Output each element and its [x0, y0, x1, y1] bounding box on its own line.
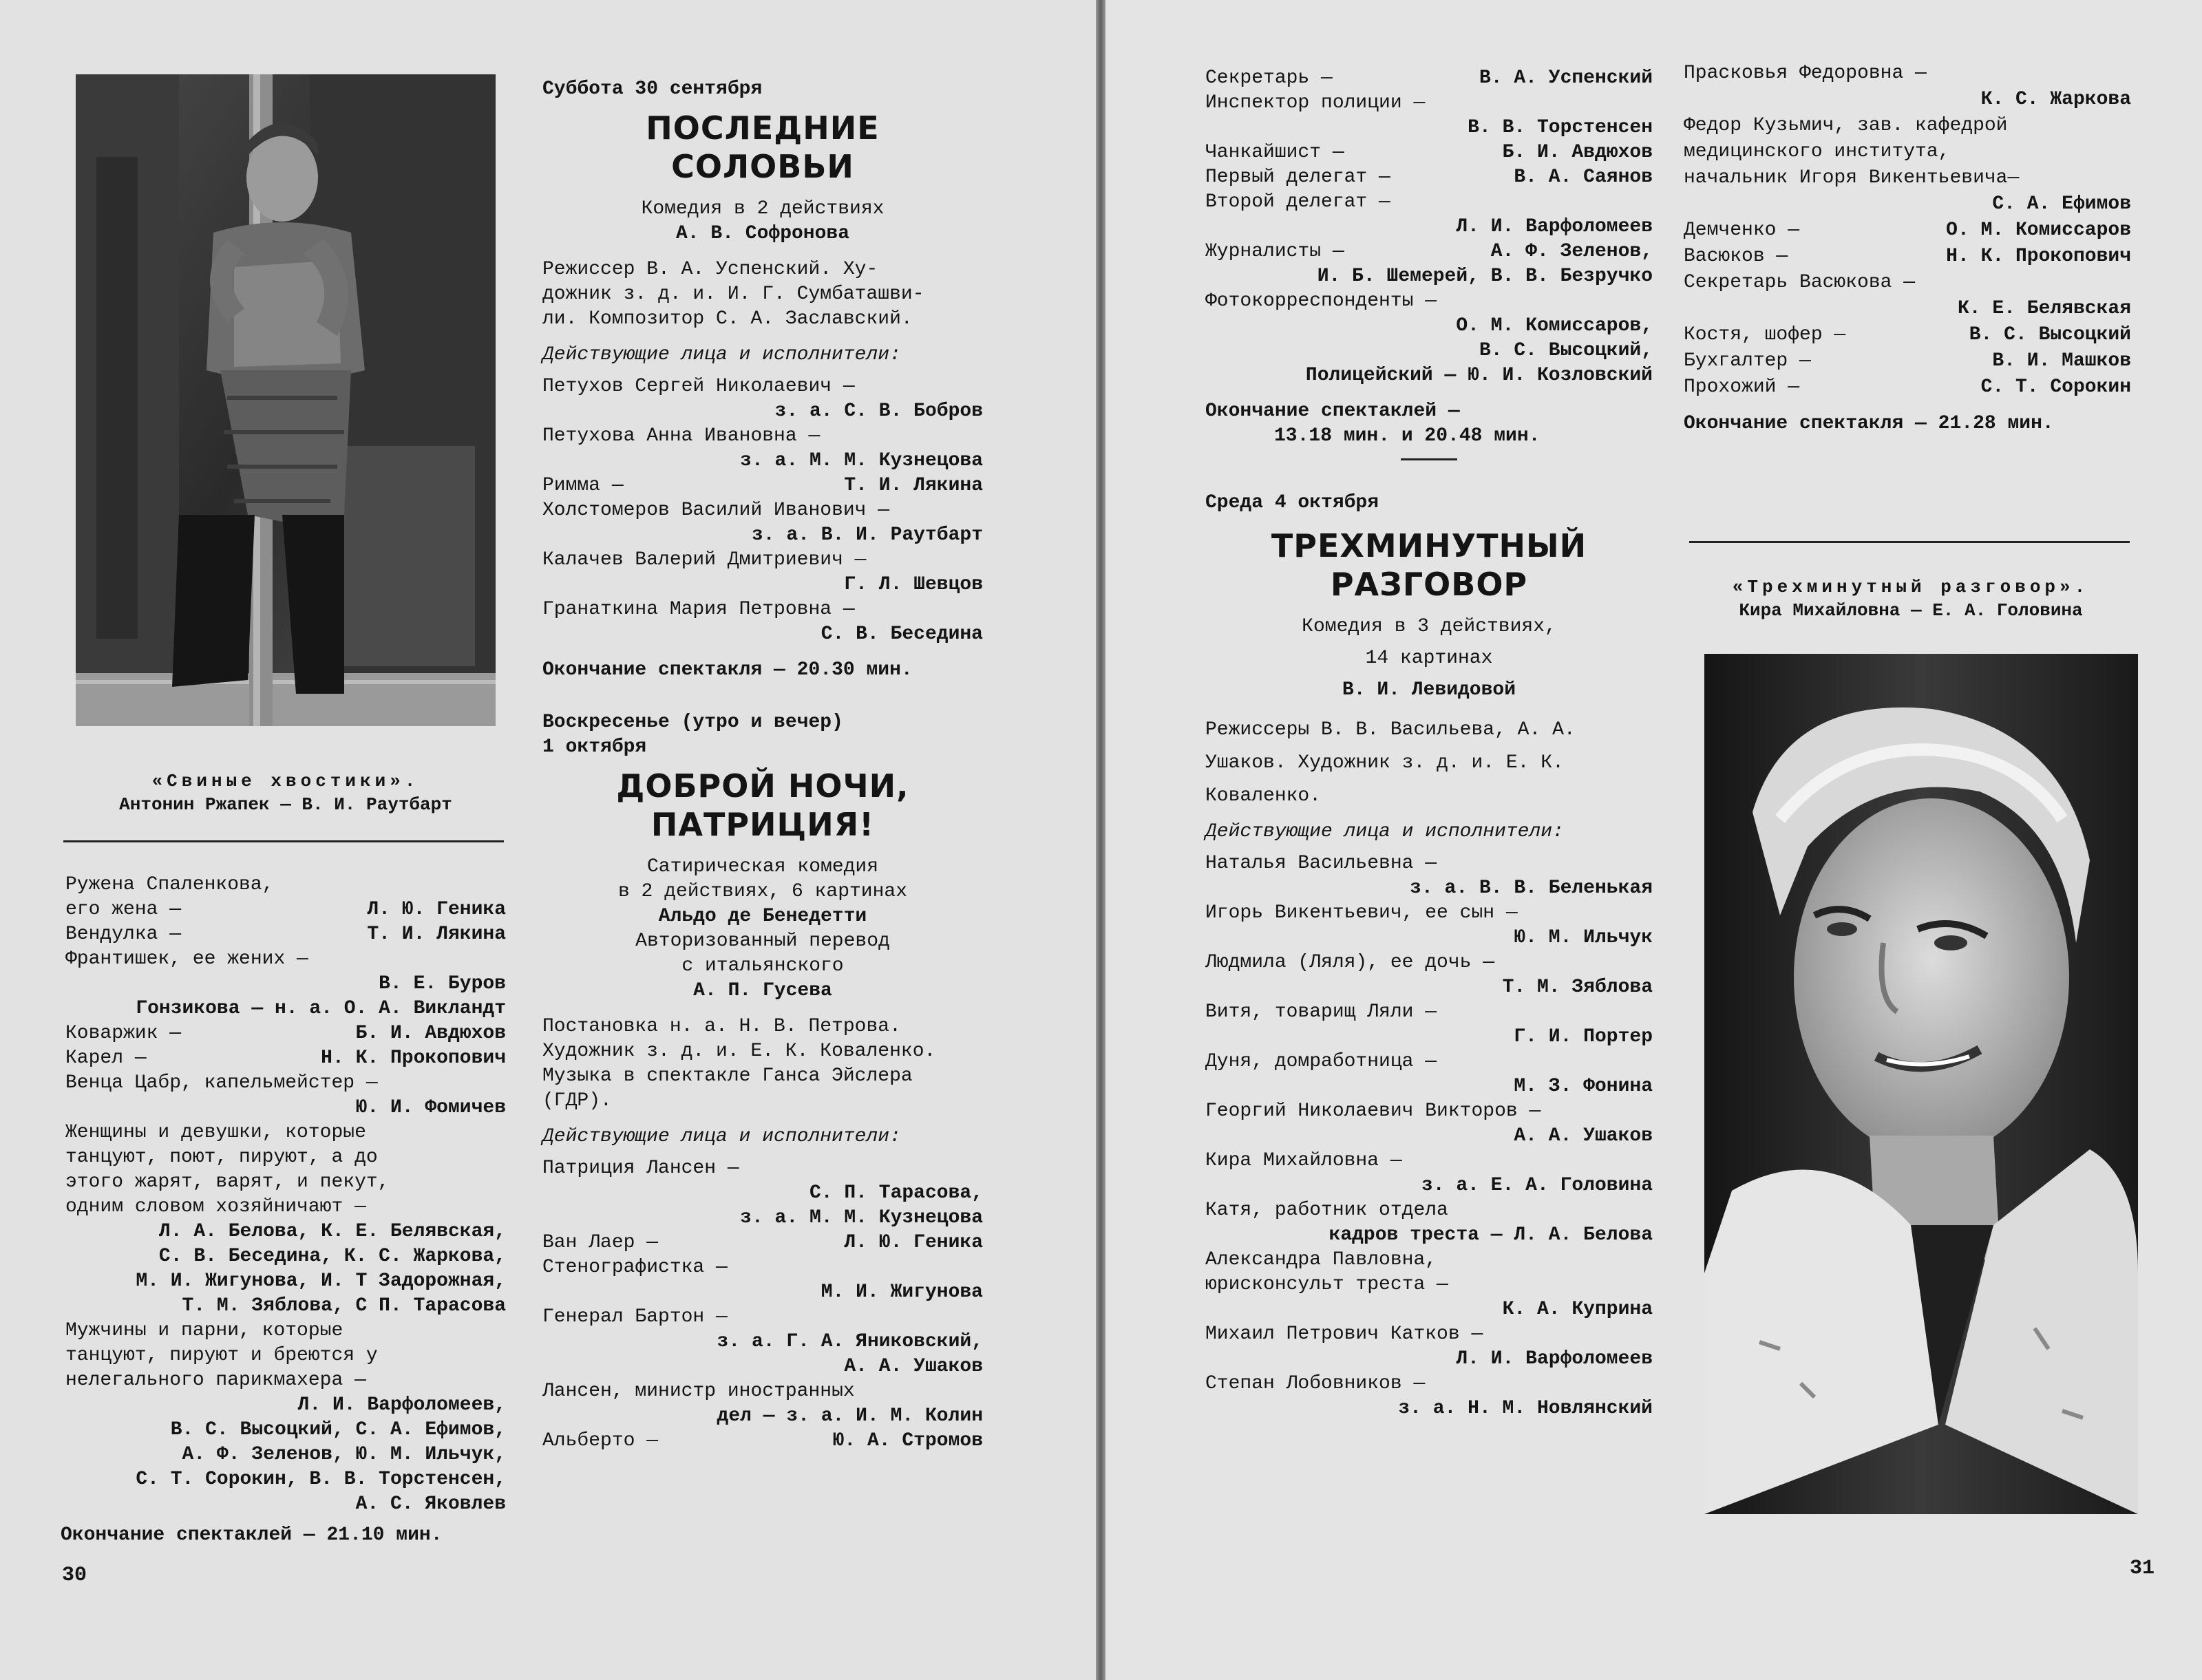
left-cast-role: Венца Цабр, капельмейстер — — [65, 1072, 378, 1094]
show3-cast-role: Степан Лобовников — — [1205, 1373, 1426, 1394]
show1-date: Суббота 30 сентября — [542, 78, 763, 100]
show3-credit-line: Коваленко. — [1205, 785, 1322, 807]
show3-cast-row — [1205, 950, 1653, 975]
right-cast-role: Первый делегат — — [1205, 167, 1390, 188]
right-cast-performer: И. Б. Шемерей, В. В. Безручко — [1317, 266, 1653, 287]
show3-cast-role: юрисконсульт треста — — [1205, 1274, 1448, 1295]
end-prev-line1: Окончание спектаклей — — [1205, 401, 1460, 422]
col4-cast-row — [1684, 165, 2131, 191]
show2-cast-row — [542, 1354, 983, 1379]
right-cast-continued — [1205, 66, 1653, 388]
show1-cast-row — [542, 399, 983, 424]
show3-cast-role: Катя, работник отдела — [1205, 1200, 1448, 1221]
left-cast-row — [65, 1343, 506, 1368]
show1-credit-line: ли. Композитор С. А. Заславский. — [542, 308, 913, 330]
book-gutter — [1096, 0, 1105, 1680]
show3-cast-performer: Л. И. Варфоломеев — [1456, 1348, 1653, 1370]
show1-cast-row — [542, 449, 983, 474]
show3-cast-row — [1205, 1347, 1653, 1372]
left-cast-row — [65, 1443, 506, 1467]
show1-cast-performer: з. а. В. И. Раутбарт — [751, 524, 983, 546]
left-cast-row — [65, 922, 506, 947]
show1-cast-row — [542, 374, 983, 399]
left-cast-role: Карел — — [65, 1048, 147, 1069]
left-cast-role: танцуют, поют, пируют, а до — [65, 1147, 378, 1168]
show3-cast-row — [1205, 926, 1653, 950]
show1-cast-performer: Т. И. Лякина — [844, 475, 983, 496]
left-photo-caption — [65, 769, 506, 816]
show1-cast-performer: Г. Л. Шевцов — [844, 574, 983, 595]
left-cast-row — [65, 1021, 506, 1046]
left-cast-role: его жена — — [65, 899, 182, 920]
show3-cast-row — [1205, 1025, 1653, 1050]
show3-cast-row — [1205, 1074, 1653, 1099]
show3-cast-performer: з. а. В. В. Беленькая — [1410, 878, 1653, 899]
col4-cast-row — [1684, 191, 2131, 217]
right-cast-row — [1205, 215, 1653, 240]
right-cast-row — [1205, 314, 1653, 339]
right-page — [1105, 0, 2202, 1680]
show2-cast-role: Генерал Бартон — — [542, 1306, 728, 1328]
left-caption-title: «Свиные хвостики». — [151, 771, 420, 791]
show3-cast-row — [1205, 876, 1653, 901]
col4-cast-role: Прохожий — — [1684, 376, 1800, 398]
show2-genre-line: в 2 действиях, 6 картинах — [617, 881, 908, 902]
left-cast-role: Гонзикова — н. а. О. А. Викландт — [136, 998, 506, 1019]
right-cast-performer: В. А. Саянов — [1514, 167, 1653, 188]
show3-credit-line: Режиссеры В. В. Васильева, А. А. — [1205, 719, 1576, 741]
right-cast-row — [1205, 116, 1653, 140]
right-cast-role: Фотокорреспонденты — — [1205, 290, 1437, 312]
right-cast-performer: А. Ф. Зеленов, — [1490, 241, 1653, 262]
left-cast-row — [65, 1269, 506, 1294]
left-cast-role: А. Ф. Зеленов, Ю. М. Ильчук, — [182, 1444, 506, 1465]
show3-credits — [1205, 714, 1653, 813]
left-cast-role: Вендулка — — [65, 924, 182, 945]
show2-genre-line: Альдо де Бенедетти — [658, 906, 867, 927]
show1-end: Окончание спектакля — 20.30 мин. — [542, 659, 913, 681]
col4-cast-role: Васюков — — [1684, 246, 1788, 267]
left-column-divider — [63, 840, 504, 842]
show1-title-line2: СОЛОВЬИ — [671, 148, 854, 185]
show1-cast-role: Петухова Анна Ивановна — — [542, 425, 821, 447]
left-cast-row — [65, 1195, 506, 1220]
show2-title-line1: ДОБРОЙ НОЧИ, — [616, 767, 909, 805]
show1-credit-line: дожник з. д. и. И. Г. Сумбаташви- — [542, 284, 924, 305]
show1-cast-row — [542, 573, 983, 597]
show2-cast-heading: Действующие лица и исполнители: — [542, 1126, 901, 1147]
show2-credit-line: Художник з. д. и. Е. К. Коваленко. — [542, 1041, 936, 1062]
show2-credits — [542, 1014, 983, 1114]
show2-cast-row — [542, 1156, 983, 1181]
right-cast-performer: О. М. Комиссаров, — [1456, 315, 1653, 337]
show1-cast-list — [542, 374, 983, 647]
left-cast-row — [65, 1492, 506, 1517]
show1-author: А. В. Софронова — [675, 223, 850, 244]
show1-cast-row — [542, 424, 983, 449]
left-cast-row — [65, 1294, 506, 1319]
left-cast-role: В. С. Высоцкий, С. А. Ефимов, — [170, 1419, 506, 1440]
col4-cast-role: Федор Кузьмич, зав. кафедрой — [1684, 115, 2008, 136]
left-cast-performer: Л. Ю. Геника — [367, 899, 506, 920]
show2-cast-performer: з. а. М. М. Кузнецова — [740, 1207, 983, 1229]
left-cast-role: С. Т. Сорокин, В. В. Торстенсен, — [136, 1469, 506, 1490]
left-cast-row — [65, 897, 506, 922]
show2-cast-list — [542, 1156, 983, 1454]
right-column-divider — [1689, 541, 2130, 543]
right-cast-performer: В. С. Высоцкий, — [1479, 340, 1653, 361]
left-cast-row — [65, 972, 506, 997]
left-cast-row — [65, 997, 506, 1021]
left-cast-role: Ружена Спаленкова, — [65, 874, 274, 895]
show2-cast-row — [542, 1330, 983, 1354]
show2-cast-performer: Л. Ю. Геника — [844, 1232, 983, 1253]
col4-cast-row — [1684, 374, 2131, 401]
left-cast-row — [65, 1418, 506, 1443]
show2-cast-role: Стенографистка — — [542, 1257, 728, 1278]
show1-cast-row — [542, 622, 983, 647]
left-cast-row — [65, 1319, 506, 1343]
show2-cast-performer: А. А. Ушаков — [844, 1356, 983, 1377]
show1-cast-performer: з. а. С. В. Бобров — [774, 401, 983, 422]
show2-cast-row — [542, 1206, 983, 1231]
left-caption-line2: Антонин Ржапек — В. И. Раутбарт — [119, 794, 452, 815]
left-page — [0, 0, 1096, 1680]
show3-cast-row — [1205, 1050, 1653, 1074]
show1-genre: Комедия в 2 действиях — [641, 198, 885, 220]
show2-date-line1: Воскресенье (утро и вечер) — [542, 712, 843, 733]
show3-cast-performer: з. а. Е. А. Головина — [1421, 1175, 1653, 1196]
show3-date: Среда 4 октября — [1205, 492, 1379, 513]
photo-svinye-hvostiki — [76, 74, 496, 726]
show1-cast-heading: Действующие лица и исполнители: — [542, 344, 901, 365]
show3-title-line2: РАЗГОВОР — [1330, 566, 1528, 603]
right-cast-row — [1205, 91, 1653, 116]
left-cast-row — [65, 1046, 506, 1071]
col4-cast-row — [1684, 348, 2131, 374]
left-cast-row — [65, 1145, 506, 1170]
left-cast-role: Женщины и девушки, которые — [65, 1122, 366, 1143]
show2-cast-row — [542, 1181, 983, 1206]
show3-credit-line: Ушаков. Художник з. д. и. Е. К. — [1205, 752, 1564, 774]
left-cast-row — [65, 1071, 506, 1096]
show2-cast-row — [542, 1379, 983, 1404]
show1-cast-role: Гранаткина Мария Петровна — — [542, 599, 855, 620]
right-cast-row — [1205, 66, 1653, 91]
show3-cast-row — [1205, 1372, 1653, 1396]
col4-cast-performer: К. С. Жаркова — [1980, 89, 2131, 110]
left-cast-performer: Н. К. Прокопович — [321, 1048, 506, 1069]
end-prev-line2: 13.18 мин. и 20.48 мин. — [1274, 425, 1541, 447]
show2-title-line2: ПАТРИЦИЯ! — [650, 806, 875, 843]
col4-cast-role: начальник Игоря Викентьевича— — [1684, 167, 2020, 189]
show3-cast-row — [1205, 1248, 1653, 1273]
col4-cast-row — [1684, 296, 2131, 322]
right-cast-row — [1205, 289, 1653, 314]
right-photo-caption — [1684, 575, 2138, 622]
show2-cast-performer: з. а. Г. А. Яниковский, — [717, 1331, 983, 1352]
short-divider — [1401, 458, 1457, 460]
left-cast-performer: В. Е. Буров — [379, 973, 506, 995]
show3-cast-performer: Г. И. Портер — [1514, 1026, 1653, 1048]
right-caption-line2: Кира Михайловна — Е. А. Головина — [1739, 600, 2083, 621]
show1-credit-line: Режиссер В. А. Успенский. Ху- — [542, 259, 878, 280]
right-cast-role: Секретарь — — [1205, 67, 1333, 89]
show3-cast-performer: Т. М. Зяблова — [1502, 977, 1653, 998]
show3-cast-row — [1205, 901, 1653, 926]
show2-cast-row — [542, 1231, 983, 1255]
right-cast-row — [1205, 165, 1653, 190]
show3-genre-line1: Комедия в 3 действиях, — [1302, 616, 1556, 637]
show2-cast-row — [542, 1404, 983, 1429]
show1-cast-row — [542, 548, 983, 573]
show3-cast-continued — [1684, 61, 2131, 401]
show1-block — [542, 77, 983, 1454]
left-cast-row — [65, 1220, 506, 1244]
right-cast-row — [1205, 190, 1653, 215]
col4-cast-performer: Н. К. Прокопович — [1946, 246, 2131, 267]
right-col-right — [1684, 61, 2131, 436]
right-cast-row — [1205, 339, 1653, 363]
show3-cast-role: Дуня, домработница — — [1205, 1051, 1437, 1072]
right-cast-row — [1205, 140, 1653, 165]
show3-cast-row — [1205, 1322, 1653, 1347]
show3-cast-role: кадров треста — Л. А. Белова — [1328, 1224, 1653, 1246]
right-cast-performer: Б. И. Авдюхов — [1502, 142, 1653, 163]
col4-cast-performer: О. М. Комиссаров — [1946, 220, 2131, 241]
right-cast-role: Инспектор полиции — — [1205, 92, 1426, 114]
col4-cast-row — [1684, 270, 2131, 296]
left-cast-row — [65, 1467, 506, 1492]
show2-credit-line: (ГДР). — [542, 1090, 612, 1112]
left-cast-continued — [65, 873, 506, 1517]
col4-cast-row — [1684, 87, 2131, 113]
show2-genre-line: с итальянского — [681, 955, 844, 977]
show1-cast-row — [542, 474, 983, 498]
left-cast-row — [65, 1120, 506, 1145]
left-cast-role: Мужчины и парни, которые — [65, 1320, 343, 1341]
left-cast-role: Франтишек, ее жених — — [65, 948, 308, 970]
col4-cast-role: Секретарь Васюкова — — [1684, 272, 1916, 293]
left-cast-role: Т. М. Зяблова, С П. Тарасова — [182, 1295, 506, 1317]
show3-cast-row — [1205, 1000, 1653, 1025]
photo-kira-mikhailovna — [1704, 654, 2138, 1514]
col4-cast-role: Костя, шофер — — [1684, 324, 1846, 345]
actress-photo-image — [1704, 654, 2138, 1514]
show3-cast-role: Александра Павловна, — [1205, 1249, 1437, 1270]
show1-cast-performer: з. а. М. М. Кузнецова — [740, 450, 983, 471]
show3-cast-row — [1205, 851, 1653, 876]
show2-genre-block — [542, 855, 983, 1003]
show3-cast-role: Игорь Викентьевич, ее сын — — [1205, 902, 1518, 924]
show2-cast-row — [542, 1255, 983, 1280]
right-cast-performer: Л. И. Варфоломеев — [1456, 216, 1653, 237]
right-caption-title: «Трехминутный разговор». — [1732, 577, 2090, 597]
show2-credit-line: Музыка в спектакле Ганса Эйслера — [542, 1065, 913, 1087]
show3-cast-row — [1205, 1396, 1653, 1421]
right-cast-role: Чанкайшист — — [1205, 142, 1344, 163]
show3-author: В. И. Левидовой — [1342, 679, 1516, 701]
show2-cast-row — [542, 1280, 983, 1305]
show3-cast-row — [1205, 1099, 1653, 1124]
show3-cast-role: Кира Михайловна — — [1205, 1150, 1402, 1171]
show1-cast-role: Петухов Сергей Николаевич — — [542, 376, 855, 397]
show3-cast-performer: Ю. М. Ильчук — [1514, 927, 1653, 948]
col4-cast-role: Прасковья Федоровна — — [1684, 63, 1927, 84]
right-cast-role: Полицейский — Ю. И. Козловский — [1305, 365, 1653, 386]
right-cast-performer: В. А. Успенский — [1479, 67, 1653, 89]
col4-cast-row — [1684, 217, 2131, 244]
show3-cast-row — [1205, 1173, 1653, 1198]
show1-cast-row — [542, 523, 983, 548]
show2-cast-row — [542, 1305, 983, 1330]
left-cast-row — [65, 947, 506, 972]
show1-cast-performer: С. В. Беседина — [821, 624, 983, 645]
show2-cast-role: дел — з. а. И. М. Колин — [717, 1405, 983, 1427]
show2-cast-performer: М. И. Жигунова — [821, 1282, 983, 1303]
show3-cast-row — [1205, 1297, 1653, 1322]
show2-genre-line: Авторизованный перевод — [635, 931, 890, 952]
show2-cast-row — [542, 1429, 983, 1454]
col4-cast-performer: С. А. Ефимов — [1992, 193, 2131, 215]
page-number-left: 30 — [62, 1564, 87, 1587]
show3-title-line1: ТРЕХМИНУТНЫЙ — [1271, 527, 1587, 564]
show3-cast-performer: з. а. Н. М. Новлянский — [1398, 1398, 1653, 1419]
show3-cast-list — [1205, 851, 1653, 1421]
right-cast-row — [1205, 240, 1653, 264]
left-cast-row — [65, 1096, 506, 1120]
show3-genre-line2: 14 картинах — [1365, 648, 1493, 669]
show3-cast-row — [1205, 1198, 1653, 1223]
col4-cast-row — [1684, 61, 2131, 87]
left-cast-role: этого жарят, варят, и пекут, — [65, 1171, 390, 1193]
show2-cast-role: Альберто — — [542, 1430, 659, 1452]
show2-cast-role: Патриция Лансен — — [542, 1158, 739, 1179]
show3-cast-role: Михаил Петрович Катков — — [1205, 1323, 1483, 1345]
left-cast-row — [65, 1368, 506, 1393]
show1-credits — [542, 257, 983, 332]
show3-cast-heading: Действующие лица и исполнители: — [1205, 821, 1564, 842]
right-cast-row — [1205, 363, 1653, 388]
actor-photo-image — [76, 74, 496, 726]
show1-cast-role: Холстомеров Василий Иванович — — [542, 500, 890, 521]
show1-cast-row — [542, 597, 983, 622]
show2-cast-role: Ван Лаер — — [542, 1232, 659, 1253]
show2-genre-line: А. П. Гусева — [693, 980, 832, 1001]
show3-end: Окончание спектакля — 21.28 мин. — [1684, 413, 2054, 434]
show2-cast-role: Лансен, министр иностранных — [542, 1381, 855, 1402]
col4-cast-performer: С. Т. Сорокин — [1980, 376, 2131, 398]
left-cast-role: танцуют, пируют и бреются у — [65, 1345, 378, 1366]
show2-cast-performer: Ю. А. Стромов — [832, 1430, 983, 1452]
left-cast-role: Л. А. Белова, К. Е. Белявская, — [158, 1221, 506, 1242]
show3-cast-row — [1205, 1149, 1653, 1173]
right-cast-performer: В. В. Торстенсен — [1468, 117, 1653, 138]
left-cast-performer: Б. И. Авдюхов — [355, 1023, 506, 1044]
left-cast-role: М. И. Жигунова, И. Т Задорожная, — [136, 1270, 506, 1292]
col4-cast-role: Демченко — — [1684, 220, 1800, 241]
left-cast-performer: Ю. И. Фомичев — [355, 1097, 506, 1118]
show3-cast-role: Наталья Васильевна — — [1205, 853, 1437, 874]
col4-cast-row — [1684, 113, 2131, 139]
show3-cast-performer: К. А. Куприна — [1502, 1299, 1653, 1320]
col4-cast-performer: В. И. Машков — [1992, 350, 2131, 372]
show2-date-line2: 1 октября — [542, 736, 647, 758]
show1-cast-role: Римма — — [542, 475, 624, 496]
left-cast-performer: А. С. Яковлев — [355, 1493, 506, 1515]
show3-cast-row — [1205, 1124, 1653, 1149]
left-cast-row — [65, 1170, 506, 1195]
show3-cast-performer: А. А. Ушаков — [1514, 1125, 1653, 1147]
left-cast-end: Окончание спектаклей — 21.10 мин. — [61, 1524, 443, 1546]
col4-cast-role: медицинского института, — [1684, 141, 1950, 162]
show1-title-line1: ПОСЛЕДНИЕ — [646, 109, 880, 147]
right-cast-row — [1205, 264, 1653, 289]
right-cast-role: Второй делегат — — [1205, 191, 1390, 213]
show3-cast-role: Людмила (Ляля), ее дочь — — [1205, 952, 1495, 973]
show1-cast-role: Калачев Валерий Дмитриевич — — [542, 549, 867, 571]
show2-credit-line: Постановка н. а. Н. В. Петрова. — [542, 1016, 901, 1037]
show3-cast-row — [1205, 1273, 1653, 1297]
left-cast-role: Коваржик — — [65, 1023, 182, 1044]
left-cast-performer: Л. И. Варфоломеев, — [297, 1394, 506, 1416]
right-col-left — [1205, 66, 1653, 1421]
left-cast-role: нелегального парикмахера — — [65, 1370, 366, 1391]
col4-cast-role: Бухгалтер — — [1684, 350, 1811, 372]
col4-cast-performer: В. С. Высоцкий — [1969, 324, 2131, 345]
show3-cast-role: Витя, товарищ Ляли — — [1205, 1001, 1437, 1023]
show2-cast-performer: С. П. Тарасова, — [809, 1182, 983, 1204]
page-number-right: 31 — [2130, 1557, 2155, 1580]
show3-cast-performer: М. З. Фонина — [1514, 1076, 1653, 1097]
left-cast-role: одним словом хозяйничают — — [65, 1196, 366, 1218]
show3-cast-row — [1205, 1223, 1653, 1248]
left-cast-role: С. В. Беседина, К. С. Жаркова, — [158, 1246, 506, 1267]
left-cast-performer: Т. И. Лякина — [367, 924, 506, 945]
right-cast-role: Журналисты — — [1205, 241, 1344, 262]
col4-cast-row — [1684, 139, 2131, 165]
show2-genre-line: Сатирическая комедия — [646, 856, 879, 878]
left-cast-row — [65, 873, 506, 897]
show3-cast-role: Георгий Николаевич Викторов — — [1205, 1100, 1541, 1122]
col4-cast-performer: К. Е. Белявская — [1957, 298, 2131, 319]
show1-cast-row — [542, 498, 983, 523]
left-cast-row — [65, 1393, 506, 1418]
col4-cast-row — [1684, 244, 2131, 270]
col4-cast-row — [1684, 322, 2131, 348]
show3-cast-row — [1205, 975, 1653, 1000]
left-cast-row — [65, 1244, 506, 1269]
